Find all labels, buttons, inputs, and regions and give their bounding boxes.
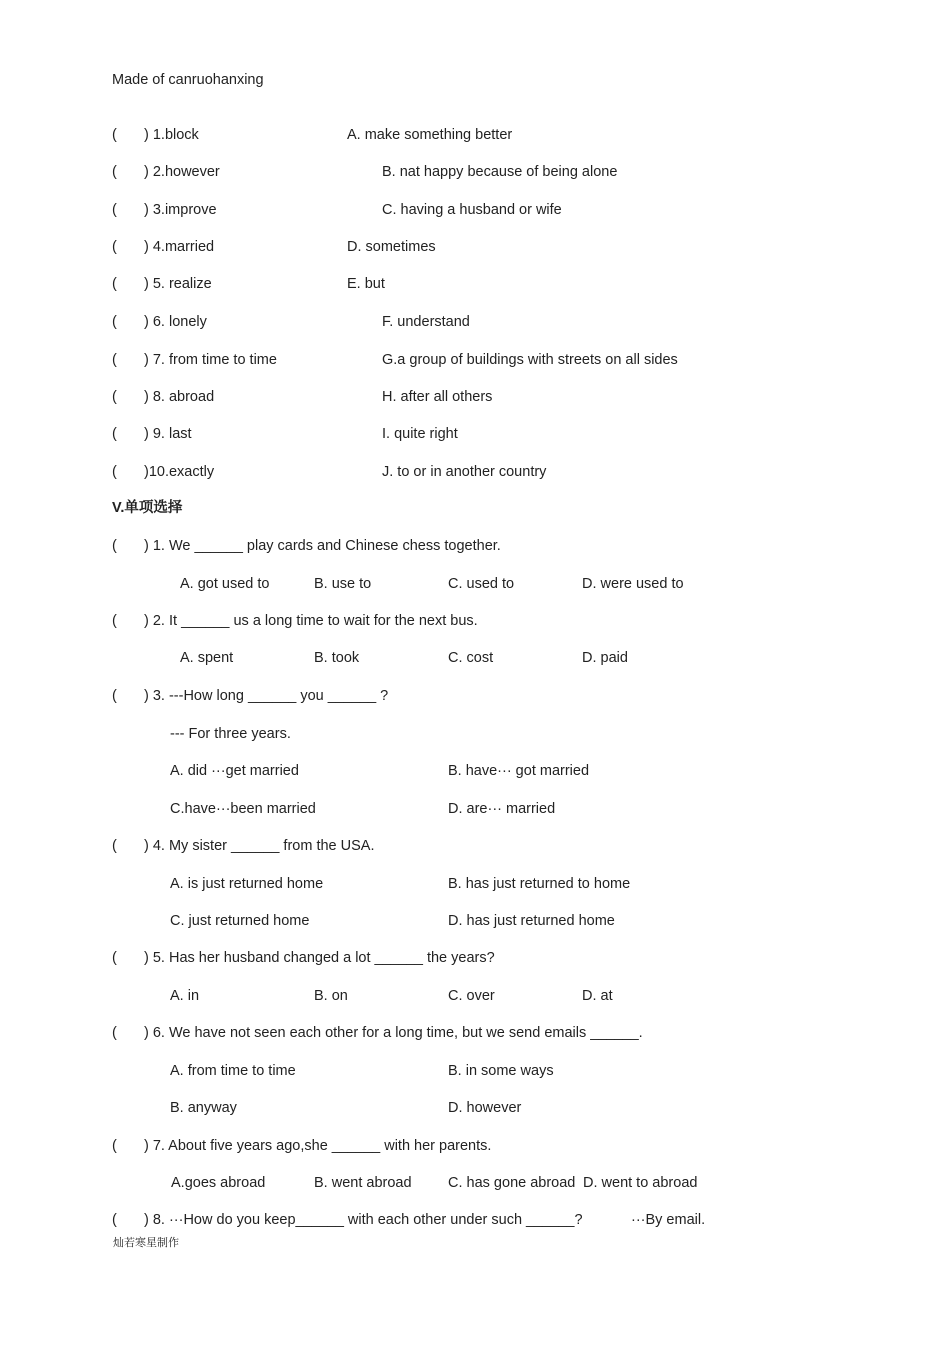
vocab-word: ) 9. last (144, 426, 192, 442)
option-a: A.goes abroad (171, 1175, 266, 1191)
option-b: B. on (314, 988, 348, 1004)
vocab-definition: A. make something better (347, 127, 513, 143)
option-c: C. has gone abroad (448, 1175, 576, 1191)
vocab-definition: G.a group of buildings with streets on all sides (382, 352, 678, 368)
question-stem: ) 4. My sister ______ from the USA. (144, 838, 375, 854)
answer-paren: ( (112, 1212, 117, 1228)
option-d: D. were used to (582, 576, 684, 592)
dialogue-reply: ···By email. (631, 1212, 706, 1228)
option-a: A. spent (180, 650, 234, 666)
question-stem: ) 6. We have not seen each other for a long time, but we send emails ______. (144, 1025, 643, 1041)
option-b: B. took (314, 650, 360, 666)
option-d: D. are··· married (448, 801, 556, 817)
answer-paren: ( (112, 613, 117, 629)
question-stem: ) 2. It ______ us a long time to wait for the next bus. (144, 613, 478, 629)
section-title: V.单项选择 (112, 500, 183, 516)
option-c: C. used to (448, 576, 515, 592)
answer-paren: ( (112, 538, 117, 554)
vocab-definition: I. quite right (382, 426, 458, 442)
vocab-definition: H. after all others (382, 389, 493, 405)
option-c: B. anyway (170, 1100, 237, 1116)
vocab-word: ) 8. abroad (144, 389, 215, 405)
answer-paren: ( (112, 688, 117, 704)
question-stem: ) 8. ···How do you keep______ with each other under such ______? (144, 1212, 583, 1228)
vocab-word: ) 1.block (144, 127, 199, 143)
option-a: A. did ···get married (170, 763, 299, 779)
vocab-word: )10.exactly (144, 464, 215, 480)
answer-paren: ( (112, 426, 117, 442)
answer-paren: ( (112, 314, 117, 330)
vocab-definition: J. to or in another country (382, 464, 547, 480)
answer-paren: ( (112, 950, 117, 966)
answer-paren: ( (112, 202, 117, 218)
vocab-word: ) 3.improve (144, 202, 217, 218)
answer-paren: ( (112, 276, 117, 292)
question-stem: ) 3. ---How long ______ you ______ ? (144, 688, 389, 704)
vocab-definition: F. understand (382, 314, 470, 330)
vocab-word: ) 7. from time to time (144, 352, 277, 368)
option-d: D. at (582, 988, 613, 1004)
option-c: C. over (448, 988, 495, 1004)
answer-paren: ( (112, 464, 117, 480)
option-b: B. went abroad (314, 1175, 412, 1191)
answer-paren: ( (112, 239, 117, 255)
page-footer: 灿若寒星制作 (113, 1237, 179, 1249)
dialogue-reply: --- For three years. (170, 726, 291, 742)
option-d: D. paid (582, 650, 628, 666)
option-c: C. cost (448, 650, 494, 666)
vocab-word: ) 2.however (144, 164, 220, 180)
document-header: Made of canruohanxing (112, 72, 264, 88)
answer-paren: ( (112, 389, 117, 405)
option-d: D. however (448, 1100, 522, 1116)
vocab-definition: C. having a husband or wife (382, 202, 562, 218)
answer-paren: ( (112, 1025, 117, 1041)
vocab-definition: B. nat happy because of being alone (382, 164, 618, 180)
option-a: A. got used to (180, 576, 270, 592)
question-stem: ) 7. About five years ago,she ______ with her parents. (144, 1138, 492, 1154)
vocab-word: ) 4.married (144, 239, 215, 255)
answer-paren: ( (112, 838, 117, 854)
vocab-definition: D. sometimes (347, 239, 436, 255)
option-c: C. just returned home (170, 913, 310, 929)
option-a: A. from time to time (170, 1063, 296, 1079)
option-b: B. use to (314, 576, 372, 592)
answer-paren: ( (112, 127, 117, 143)
option-a: A. is just returned home (170, 876, 324, 892)
option-c: C.have···been married (170, 801, 316, 817)
option-b: B. has just returned to home (448, 876, 631, 892)
vocab-word: ) 6. lonely (144, 314, 207, 330)
option-d: D. has just returned home (448, 913, 615, 929)
answer-paren: ( (112, 164, 117, 180)
vocab-definition: E. but (347, 276, 385, 292)
answer-paren: ( (112, 1138, 117, 1154)
answer-paren: ( (112, 352, 117, 368)
question-stem: ) 5. Has her husband changed a lot ______ the years? (144, 950, 495, 966)
option-d: D. went to abroad (583, 1175, 698, 1191)
option-a: A. in (170, 988, 200, 1004)
vocab-word: ) 5. realize (144, 276, 212, 292)
option-b: B. in some ways (448, 1063, 554, 1079)
question-stem: ) 1. We ______ play cards and Chinese chess together. (144, 538, 501, 554)
option-b: B. have··· got married (448, 763, 590, 779)
